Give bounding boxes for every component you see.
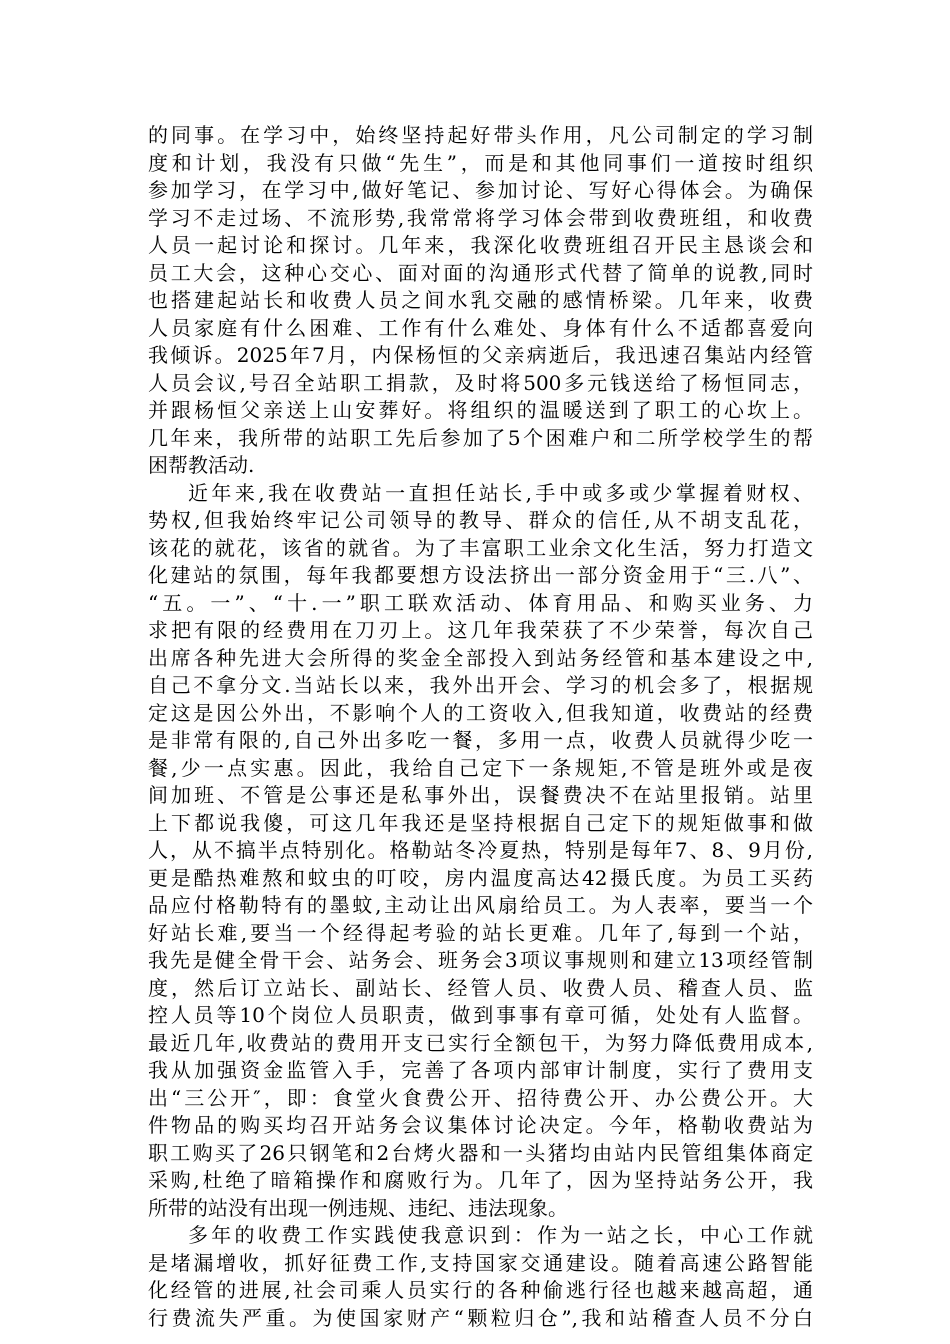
text-line: 定这是因公外出，不影响个人的工资收入,但我知道，收费站的经费 (148, 700, 813, 725)
text-line: 品应付格勒特有的墨蚊,主动让出风扇给员工。为人表率，要当一个 (148, 893, 813, 917)
text-line: 餐,少一点实惠。因此，我给自己定下一条规矩,不管是班外或是夜 (148, 755, 813, 780)
text-line: 我倾诉。2025年7月，内保杨恒的父亲病逝后，我迅速召集站内经管 (148, 343, 813, 367)
text-line: 化建站的氛围，每年我都要想方设法挤出一部分资金用于“三.八”、 (148, 563, 813, 587)
text-line: 采购,杜绝了暗箱操作和腐败行为。几年了，因为坚持站务公开，我 (148, 1168, 813, 1192)
text-line: 几年来，我所带的站职工先后参加了5个困难户和二所学校学生的帮 (148, 425, 813, 450)
text-line: 出席各种先进大会所得的奖金全部投入到站务经管和基本建设之中, (148, 645, 813, 670)
text-line: 出“三公开″，即：食堂火食费公开、招待费公开、办公费公开。大 (148, 1085, 813, 1110)
document-body (148, 122, 813, 1332)
text-line: 困帮教活动. (148, 453, 255, 477)
paragraph (148, 480, 813, 1223)
text-line: 所带的站没有出现一例违规、违纪、违法现象。 (148, 1195, 568, 1220)
text-line: 更是酷热难熬和蚊虫的叮咬，房内温度高达42摄氏度。为员工买药 (148, 865, 813, 890)
text-line: 上下都说我傻，可这几年我还是坚持根据自己定下的规矩做事和做 (148, 810, 813, 835)
text-line: 也搭建起站长和收费人员之间水乳交融的感情桥梁。几年来，收费 (148, 288, 813, 312)
text-line: 我从加强资金监管入手，完善了各项内部审计制度，实行了费用支 (148, 1058, 813, 1082)
text-line: 是非常有限的,自己外出多吃一餐，多用一点，收费人员就得少吃一 (148, 728, 813, 752)
text-line: 人员会议,号召全站职工捐款，及时将500多元钱送给了杨恒同志， (148, 370, 813, 395)
text-line: 度和计划，我没有只做“先生”，而是和其他同事们一道按时组织 (148, 150, 813, 175)
text-line: 人员家庭有什么困难、工作有什么难处、身体有什么不适都喜爱向 (148, 315, 813, 340)
text-line: 近年来,我在收费站一直担任站长,手中或多或少掌握着财权、 (188, 480, 813, 505)
text-line: 多年的收费工作实践使我意识到：作为一站之长，中心工作就 (188, 1223, 813, 1247)
text-line: 人，从不搞半点特别化。格勒站冬冷夏热，特别是每年7、8、9月份, (148, 838, 813, 862)
text-line: 参加学习，在学习中,做好笔记、参加讨论、写好心得体会。为确保 (148, 178, 813, 202)
text-line: 度，然后订立站长、副站长、经管人员、收费人员、稽查人员、监 (148, 975, 813, 1000)
text-line: 并跟杨恒父亲送上山安葬好。将组织的温暖送到了职工的心坎上。 (148, 398, 813, 422)
text-line: 控人员等10个岗位人员职责，做到事事有章可循，处处有人监督。 (148, 1003, 813, 1027)
text-line: 职工购买了26只钢笔和2台烤火器和一头猪均由站内民管组集体商定 (148, 1140, 813, 1165)
text-line: 员工大会，这种心交心、面对面的沟通形式代替了简单的说教,同时 (148, 260, 813, 285)
text-line: 势权,但我始终牢记公司领导的教导、群众的信任,从不胡支乱花， (148, 508, 813, 532)
text-line: 是堵漏增收，抓好征费工作,支持国家交通建设。随着高速公路智能 (148, 1250, 813, 1275)
text-line: 求把有限的经费用在刀刃上。这几年我荣获了不少荣誉，每次自己 (148, 618, 813, 642)
text-line: 的同事。在学习中，始终坚持起好带头作用，凡公司制定的学习制 (148, 123, 813, 147)
text-line: 好站长难,要当一个经得起考验的站长更难。几年了,每到一个站， (148, 920, 813, 945)
text-line: “五。一”、“十.一”职工联欢活动、体育用品、和购买业务、力 (148, 590, 813, 615)
text-line: 该花的就花，该省的就省。为了丰富职工业余文化生活，努力打造文 (148, 535, 813, 560)
text-line: 行费流失严重。为使国家财产“颗粒归仓”,我和站稽查人员不分白 (148, 1305, 813, 1330)
text-line: 学习不走过场、不流形势,我常常将学习体会带到收费班组，和收费 (148, 205, 813, 230)
text-line: 化经管的进展,社会司乘人员实行的各种偷逃行径也越来越高超，通 (148, 1278, 813, 1302)
text-line: 自己不拿分文.当站长以来，我外出开会、学习的机会多了，根据规 (148, 673, 813, 697)
paragraph (148, 1222, 813, 1332)
text-line: 件物品的购买均召开站务会议集体讨论决定。今年，格勒收费站为 (148, 1113, 813, 1137)
text-line: 我先是健全骨干会、站务会、班务会3项议事规则和建立13项经管制 (148, 948, 813, 972)
text-line: 间加班、不管是公事还是私事外出，误餐费决不在站里报销。站里 (148, 783, 813, 807)
text-line: 最近几年,收费站的费用开支已实行全额包干，为努力降低费用成本, (148, 1030, 813, 1055)
paragraph (148, 122, 813, 480)
text-line: 人员一起讨论和探讨。几年来，我深化收费班组召开民主恳谈会和 (148, 233, 813, 257)
